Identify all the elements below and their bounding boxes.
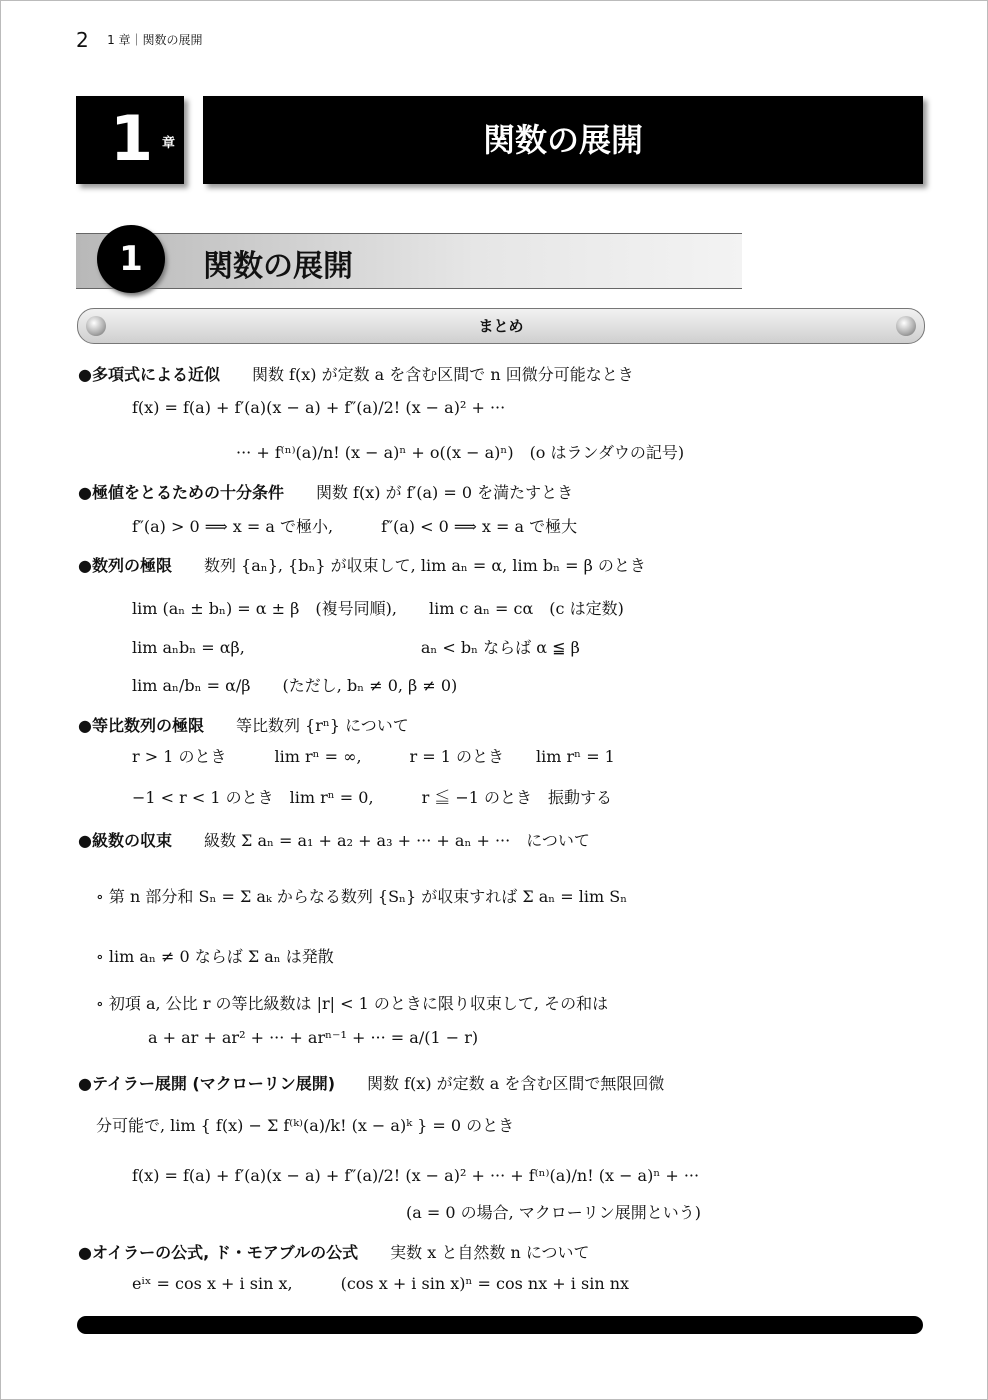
summary-line-l13 bbox=[78, 828, 590, 851]
summary-line-l12 bbox=[132, 785, 612, 808]
formula-text: 分可能で, lim { f(x) − Σ f⁽ᵏ⁾(a)/k! (x − a)ᵏ } = 0 のとき bbox=[96, 1116, 515, 1135]
summary-line-l18 bbox=[78, 1071, 664, 1094]
summary-line-l08 bbox=[132, 635, 580, 658]
summary-line-l20 bbox=[132, 1166, 699, 1186]
formula-text: 関数 f(x) が定数 a を含む区間で無限回微 bbox=[335, 1074, 665, 1093]
summary-line-l22 bbox=[78, 1240, 590, 1263]
topic-heading: ●数列の極限 bbox=[78, 556, 172, 575]
summary-line-l02 bbox=[132, 398, 505, 418]
summary-label: まとめ bbox=[478, 317, 524, 335]
chapter-number: 1 bbox=[110, 102, 154, 175]
topic-heading: ●テイラー展開 (マクローリン展開) bbox=[78, 1074, 336, 1093]
section-title-bar bbox=[76, 233, 742, 289]
left-rivet-icon bbox=[86, 316, 106, 336]
summary-line-l10 bbox=[78, 713, 409, 736]
formula-text: f″(a) > 0 ⟹ x = a で極小, f″(a) < 0 ⟹ x = a で極大 bbox=[132, 517, 578, 536]
summary-line-l14 bbox=[96, 884, 627, 907]
chapter-title: 関数の展開 bbox=[203, 96, 923, 184]
summary-line-l17 bbox=[148, 1028, 478, 1048]
running-header bbox=[76, 28, 203, 52]
summary-line-l06 bbox=[78, 553, 646, 576]
formula-text: eⁱˣ = cos x + i sin x, (cos x + i sin x)ⁿ = cos nx + i sin nx bbox=[132, 1274, 630, 1293]
summary-line-l11 bbox=[132, 744, 615, 767]
summary-line-l16 bbox=[96, 991, 608, 1014]
chapter-number-box bbox=[76, 96, 184, 184]
summary-line-l03 bbox=[236, 440, 684, 463]
formula-text: 数列 {aₙ}, {bₙ} が収束して, lim aₙ = α, lim bₙ = β のとき bbox=[171, 556, 646, 575]
summary-line-l07 bbox=[132, 596, 624, 619]
formula-text: f(x) = f(a) + f′(a)(x − a) + f″(a)/2! (x − a)² + ··· bbox=[132, 398, 506, 417]
section-title: 関数の展開 bbox=[203, 249, 353, 284]
summary-banner bbox=[77, 308, 925, 344]
summary-line-l21 bbox=[406, 1200, 701, 1223]
topic-heading: ●オイラーの公式, ド・モアブルの公式 bbox=[78, 1243, 359, 1262]
summary-line-l19 bbox=[96, 1113, 514, 1136]
formula-text: 級数 Σ aₙ = a₁ + a₂ + a₃ + ··· + aₙ + ··· について bbox=[171, 831, 590, 850]
summary-line-l01 bbox=[78, 362, 634, 385]
summary-line-l09 bbox=[132, 673, 457, 696]
formula-text: ∘ lim aₙ ≠ 0 ならば Σ aₙ は発散 bbox=[96, 947, 334, 966]
summary-line-l15 bbox=[96, 944, 334, 967]
topic-heading: ●等比数列の極限 bbox=[78, 716, 204, 735]
formula-text: ∘ 第 n 部分和 Sₙ = Σ aₖ からなる数列 {Sₙ} が収束すれば Σ aₙ = lim Sₙ bbox=[96, 887, 628, 906]
formula-text: (a = 0 の場合, マクローリン展開という) bbox=[406, 1203, 702, 1222]
formula-text: lim (aₙ ± bₙ) = α ± β (複号同順), lim c aₙ = cα (c は定数) bbox=[132, 599, 624, 618]
topic-heading: ●多項式による近似 bbox=[78, 365, 220, 384]
summary-line-l23 bbox=[132, 1271, 629, 1294]
formula-text: a + ar + ar² + ··· + arⁿ⁻¹ + ··· = a/(1 − r) bbox=[148, 1028, 479, 1047]
formula-text: r > 1 のとき lim rⁿ = ∞, r = 1 のとき lim rⁿ = 1 bbox=[132, 747, 615, 766]
formula-text: 実数 x と自然数 n について bbox=[358, 1243, 590, 1262]
topic-heading: ●極値をとるための十分条件 bbox=[78, 483, 284, 502]
formula-text: 関数 f(x) が定数 a を含む区間で n 回微分可能なとき bbox=[219, 365, 634, 384]
section-number: 1 bbox=[97, 225, 165, 293]
formula-text: −1 < r < 1 のとき lim rⁿ = 0, r ≦ −1 のとき 振動する bbox=[132, 788, 613, 807]
formula-text: ··· + f⁽ⁿ⁾(a)/n! (x − a)ⁿ + o((x − a)ⁿ) (o はランダウの記号) bbox=[236, 443, 685, 462]
summary-line-l04 bbox=[78, 480, 573, 503]
formula-text: lim aₙbₙ = αβ, aₙ < bₙ ならば α ≦ β bbox=[132, 638, 580, 657]
formula-text: 関数 f(x) が f′(a) = 0 を満たすとき bbox=[283, 483, 574, 502]
running-chapter-label: 1 章｜関数の展開 bbox=[107, 33, 203, 47]
formula-text: f(x) = f(a) + f′(a)(x − a) + f″(a)/2! (x − a)² + ··· + f⁽ⁿ⁾(a)/n! (x − a)ⁿ + ··· bbox=[132, 1166, 700, 1185]
summary-line-l05 bbox=[132, 514, 577, 537]
bottom-bar bbox=[77, 1316, 923, 1334]
chapter-suffix: 章 bbox=[162, 136, 176, 151]
topic-heading: ●級数の収束 bbox=[78, 831, 172, 850]
right-rivet-icon bbox=[896, 316, 916, 336]
formula-text: ∘ 初項 a, 公比 r の等比級数は |r| < 1 のときに限り収束して, その和は bbox=[96, 994, 609, 1013]
formula-text: lim aₙ/bₙ = α/β (ただし, bₙ ≠ 0, β ≠ 0) bbox=[132, 676, 458, 695]
formula-text: 等比数列 {rⁿ} について bbox=[203, 716, 409, 735]
page-number: 2 bbox=[76, 28, 89, 52]
